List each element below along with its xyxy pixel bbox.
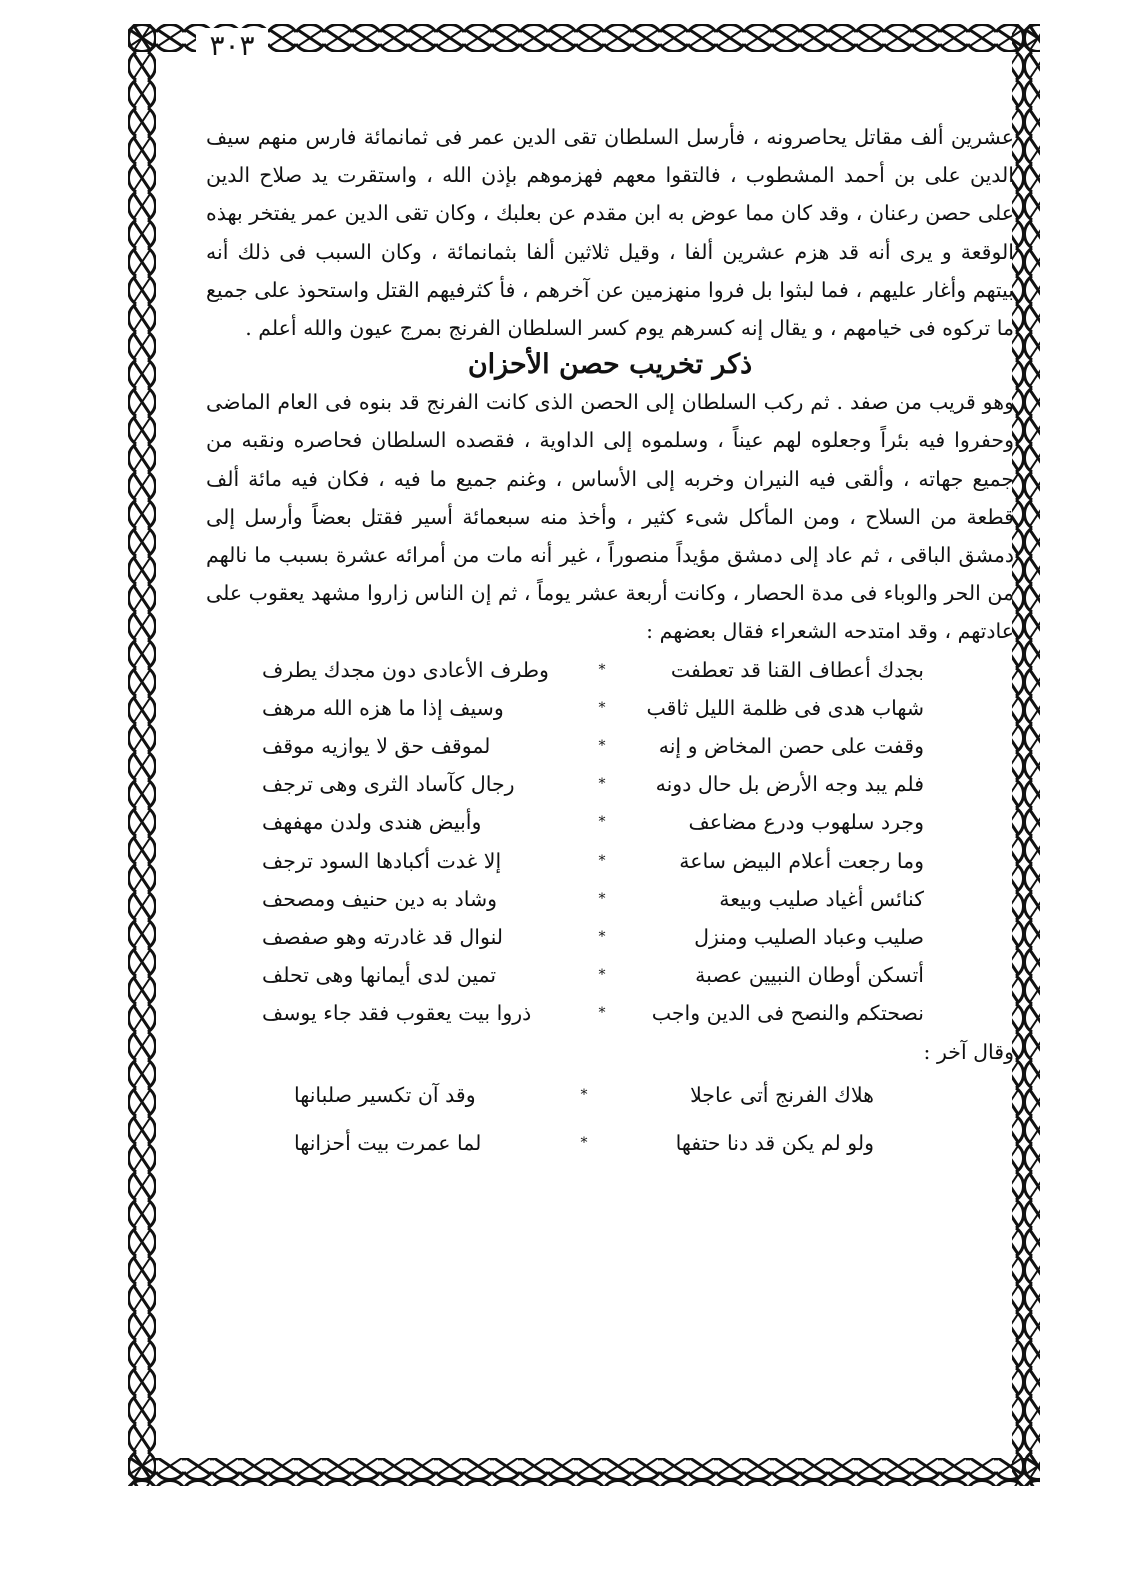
verse-separator: * [598,1005,606,1022]
verse-separator: * [598,699,606,716]
verse-row [206,765,924,803]
verse-separator: * [598,738,606,755]
verse-second-hemistich: وأبيض هندى ولدن مهفهف [262,810,482,835]
poem-2 [206,1071,1014,1167]
poem-2-intro: وقال آخر : [923,1039,1014,1064]
verse-second-hemistich: ذروا بيت يعقوب فقد جاء يوسف [262,1001,532,1026]
verse-second-hemistich: وطرف الأعادى دون مجدك يطرف [262,657,549,682]
verse-second-hemistich: إلا غدت أكبادها السود ترجف [262,848,502,873]
verse-first-hemistich: ولو لم يكن قد دنا حتفها [675,1130,874,1155]
verse-first-hemistich: نصحتكم والنصح فى الدين واجب [651,1001,924,1026]
verse-row [206,727,924,765]
verse-row [206,918,924,956]
verse-row [206,803,924,841]
verse-row [206,1071,874,1119]
verse-row [206,880,924,918]
verse-first-hemistich: كنائس أغياد صليب وبيعة [719,886,924,911]
verse-first-hemistich: وجرد سلهوب ودرع مضاعف [688,810,924,835]
verse-row [206,1119,874,1167]
verse-separator: * [598,929,606,946]
verse-second-hemistich: وشاد به دين حنيف ومصحف [262,886,498,911]
verse-separator: * [598,967,606,984]
verse-row [206,956,924,994]
verse-second-hemistich: رجال كآساد الثرى وهى ترجف [262,772,515,797]
page-number: ٣٠٣ [196,28,268,64]
verse-second-hemistich: وسيف إذا ما هزه الله مرهف [262,695,504,720]
verse-row [206,994,924,1032]
verse-separator: * [598,814,606,831]
verse-second-hemistich: لنوال قد غادرته وهو صفصف [262,925,504,950]
verse-separator: * [598,776,606,793]
verse-row [206,842,924,880]
section-heading: ذكر تخريب حصن الأحزان [467,349,753,381]
verse-separator: * [598,852,606,869]
verse-first-hemistich: شهاب هدى فى ظلمة الليل ثاقب [646,695,924,720]
verse-separator: * [580,1134,588,1151]
verse-row [206,651,924,689]
poem-1 [206,651,1014,1033]
verse-row [206,689,924,727]
verse-first-hemistich: أتسكن أوطان النبيين عصبة [695,963,924,988]
verse-separator: * [580,1086,588,1103]
verse-separator: * [598,890,606,907]
paragraph-2: وهو قريب من صفد . ثم ركب السلطان إلى الحصن الذى كانت الفرنج قد بنوه فى العام الماضى وحفروا فيه بئراً وجعلوه لهم عيناً ، وسلموه إلى الداوية ، فقصده السلطان فحاصره ونقبه من جميع جهاته ، وألقى فيه النيران وخربه إلى الأساس ، وغنم جميع ما فيه ، فكان فيه مائة ألف قطعة من السلاح ، ومن المأكل شىء كثير ، وأخذ منه سبعمائة أسير فقتل بعضاً وأرسل إلى دمشق الباقى ، ثم عاد إلى دمشق مؤيداً منصوراً ، غير أنه مات من أمرائه عشرة بسبب ما نالهم من الحر والوباء فى مدة الحصار ، وكانت أربعة عشر يوماً ، ثم إن الناس زاروا مشهد يعقوب على عادتهم ، وقد امتدحه الشعراء فقال بعضهم : [206,390,1014,644]
page-body [206,118,1014,1167]
verse-first-hemistich: فلم يبد وجه الأرض بل حال دونه [655,772,924,797]
verse-first-hemistich: وقفت على حصن المخاض و إنه [658,734,924,759]
verse-second-hemistich: تمين لدى أيمانها وهى تحلف [262,963,497,988]
verse-first-hemistich: وما رجعت أعلام البيض ساعة [679,848,924,873]
verse-first-hemistich: صليب وعباد الصليب ومنزل [694,925,924,950]
verse-second-hemistich: وقد آن تكسير صلبانها [294,1082,476,1107]
verse-second-hemistich: لموقف حق لا يوازيه موقف [262,734,491,759]
verse-second-hemistich: لما عمرت بيت أحزانها [294,1130,482,1155]
verse-first-hemistich: هلاك الفرنج أتى عاجلا [690,1082,874,1107]
verse-first-hemistich: بجدك أعطاف القنا قد تعطفت [670,657,924,682]
paragraph-1: عشرين ألف مقاتل يحاصرونه ، فأرسل السلطان تقى الدين عمر فى ثمانمائة فارس منهم سيف الدين على بن أحمد المشطوب ، فالتقوا معهم فهزموهم بإذن الله ، واستقرت يد صلاح الدين على حصن رعنان ، وقد كان مما عوض به ابن مقدم عن بعلبك ، وكان تقى الدين عمر يفتخر بهذه الوقعة و يرى أنه قد هزم عشرين ألفا ، وقيل ثلاثين ألفا بثمانمائة ، وكان السبب فى ذلك أنه بيتهم وأغار عليهم ، فما لبثوا بل فروا منهزمين عن آخرهم ، فأ كثرفيهم القتل واستحوذ على جميع ما تركوه فى خيامهم ، و يقال إنه كسرهم يوم كسر السلطان الفرنج بمرج عيون والله أعلم . [206,125,1014,341]
verse-separator: * [598,661,606,678]
